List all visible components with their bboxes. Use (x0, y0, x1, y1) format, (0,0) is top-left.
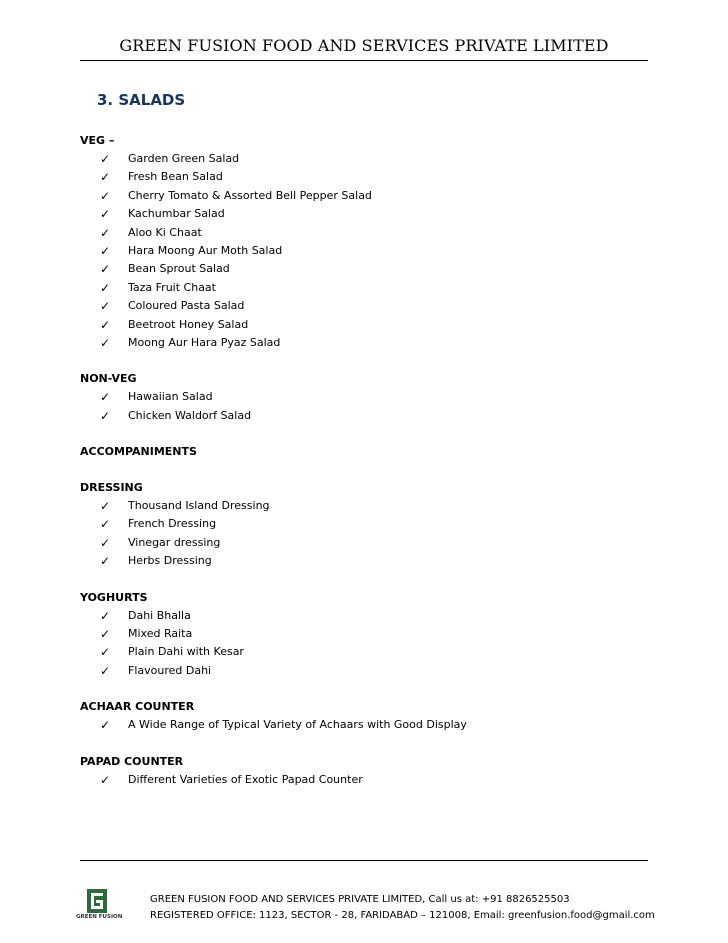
page-footer (150, 892, 655, 924)
checkmark-icon: ✓ (100, 152, 111, 166)
logo-icon (86, 888, 108, 914)
spacer (80, 425, 680, 443)
spacer (80, 352, 680, 370)
list-item-label: Garden Green Salad (128, 152, 240, 165)
checkmark-icon: ✓ (100, 663, 111, 678)
category-heading: NON-VEG (80, 372, 137, 386)
list-item (80, 316, 680, 334)
checkmark-icon: ✓ (100, 170, 111, 185)
spacer (80, 680, 680, 698)
checkmark-icon: ✓ (100, 207, 111, 222)
checkmark-icon: ✓ (100, 517, 111, 532)
list-item (80, 242, 680, 260)
footer-divider (80, 860, 648, 861)
list-item (80, 334, 680, 352)
category-heading: ACCOMPANIMENTS (80, 445, 197, 459)
list-item-label: Fresh Bean Salad (128, 170, 223, 184)
list-item-label: Hara Moong Aur Moth Salad (128, 243, 283, 257)
checkmark-icon: ✓ (100, 718, 111, 733)
checkmark-icon: ✓ (100, 627, 111, 642)
header-divider (80, 60, 648, 61)
list-item (80, 625, 680, 643)
category-heading: PAPAD COUNTER (80, 754, 184, 768)
list-item (80, 407, 680, 425)
spacer (80, 571, 680, 589)
company-logo (76, 888, 123, 920)
list-item (80, 150, 680, 168)
checkmark-icon: ✓ (100, 408, 111, 423)
list-item (80, 279, 680, 297)
list-item (80, 388, 680, 406)
section-title: 3. SALADS (97, 91, 186, 109)
spacer (80, 735, 680, 753)
list-item-label: Moong Aur Hara Pyaz Salad (128, 335, 281, 349)
list-item (80, 643, 680, 661)
list-item-label: Mixed Raita (128, 627, 193, 641)
spacer (80, 461, 680, 479)
checkmark-icon: ✓ (100, 535, 111, 550)
checkmark-icon: ✓ (100, 390, 111, 405)
page-header: GREEN FUSION FOOD AND SERVICES PRIVATE LIMITED (119, 36, 609, 55)
list-item-label: Aloo Ki Chaat (128, 225, 202, 239)
footer-line-1: GREEN FUSION FOOD AND SERVICES PRIVATE LIMITED, Call us at: +91 8826525503 (150, 894, 570, 905)
list-item-label: Thousand Island Dressing (128, 499, 270, 513)
category-heading: DRESSING (80, 481, 143, 495)
checkmark-icon: ✓ (100, 772, 111, 787)
list-item-label: Taza Fruit Chaat (128, 280, 216, 294)
list-item (80, 534, 680, 552)
list-item-label: Vinegar dressing (128, 535, 221, 549)
list-item-label: Flavoured Dahi (128, 663, 212, 677)
list-item-label: Different Varieties of Exotic Papad Counter (128, 772, 363, 786)
list-item (80, 662, 680, 680)
list-item (80, 187, 680, 205)
checkmark-icon: ✓ (100, 335, 111, 350)
list-item (80, 224, 680, 242)
list-item (80, 771, 680, 789)
list-item-label: Hawaiian Salad (128, 390, 213, 404)
checkmark-icon: ✓ (100, 225, 111, 240)
list-item (80, 716, 680, 734)
list-item (80, 297, 680, 315)
list-item (80, 260, 680, 278)
checkmark-icon: ✓ (100, 499, 111, 514)
category-heading: VEG – (80, 134, 115, 147)
list-item-label: Bean Sprout Salad (128, 262, 230, 276)
list-item-label: Chicken Waldorf Salad (128, 408, 252, 422)
list-item-label: Plain Dahi with Kesar (128, 645, 244, 659)
list-item (80, 552, 680, 570)
list-item-label: Coloured Pasta Salad (128, 299, 245, 313)
logo-text: GREEN FUSION (76, 914, 123, 920)
list-item-label: Kachumbar Salad (128, 207, 225, 221)
category-heading: YOGHURTS (80, 590, 148, 604)
list-item-label: French Dressing (128, 517, 217, 531)
list-item-label: Herbs Dressing (128, 554, 212, 568)
category-heading: ACHAAR COUNTER (80, 700, 195, 714)
list-item (80, 607, 680, 625)
menu-content (80, 132, 680, 789)
checkmark-icon: ✓ (100, 645, 111, 660)
checkmark-icon: ✓ (100, 317, 111, 332)
footer-line-2: REGISTERED OFFICE: 1123, SECTOR - 28, FARIDABAD – 121008, Email: greenfusion.food@gmail.com (150, 910, 655, 921)
checkmark-icon: ✓ (100, 299, 111, 314)
checkmark-icon: ✓ (100, 554, 111, 569)
list-item-label: Dahi Bhalla (128, 608, 191, 622)
list-item (80, 515, 680, 533)
list-item (80, 205, 680, 223)
list-item (80, 168, 680, 186)
list-item-label: Beetroot Honey Salad (128, 317, 249, 331)
checkmark-icon: ✓ (100, 243, 111, 258)
checkmark-icon: ✓ (100, 188, 111, 203)
checkmark-icon: ✓ (100, 280, 111, 295)
checkmark-icon: ✓ (100, 608, 111, 623)
checkmark-icon: ✓ (100, 262, 111, 277)
list-item (80, 497, 680, 515)
list-item-label: Cherry Tomato & Assorted Bell Pepper Salad (128, 188, 372, 202)
list-item-label: A Wide Range of Typical Variety of Achaars with Good Display (128, 718, 467, 732)
